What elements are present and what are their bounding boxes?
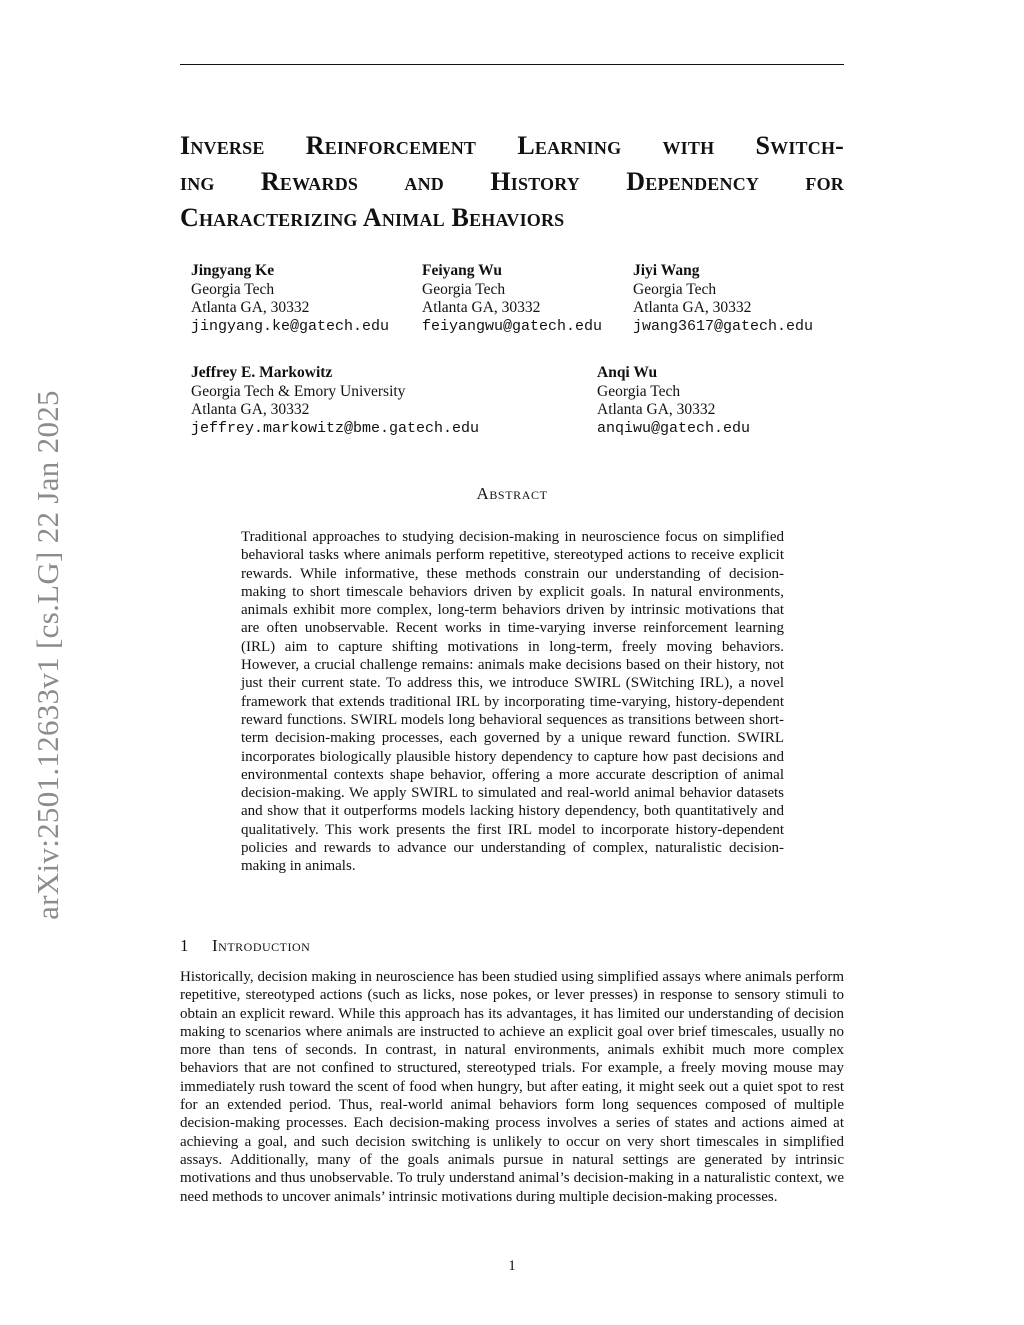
title-line-2: ing Rewards and History Dependency for [180, 167, 844, 196]
abstract-heading: Abstract [476, 484, 548, 503]
author-email[interactable]: jingyang.ke@gatech.edu [191, 317, 390, 335]
top-rule-divider [180, 64, 844, 65]
section-number: 1 [180, 936, 189, 955]
author-address: Atlanta GA, 30332 [191, 299, 310, 316]
author-email[interactable]: jeffrey.markowitz@bme.gatech.edu [191, 419, 480, 437]
author-email[interactable]: anqiwu@gatech.edu [597, 419, 751, 437]
author-block-4 [191, 364, 479, 438]
author-name: Anqi Wu [597, 364, 658, 381]
author-affiliation: Georgia Tech [633, 280, 717, 298]
author-email[interactable]: jwang3617@gatech.edu [633, 317, 814, 335]
author-affiliation: Georgia Tech [191, 280, 275, 298]
author-name: Jingyang Ke [191, 262, 275, 279]
author-block-5 [597, 364, 750, 438]
author-email[interactable]: feiyangwu@gatech.edu [422, 317, 603, 335]
page-number: 1 [508, 1258, 516, 1274]
abstract-text: Traditional approaches to studying decision-making in neuroscience focus on simplified behavioral tasks where animals perform repetitive, stereotyped actions to receive explicit rewards. While informative, these methods constrain our understanding of decision-making to short timescale behaviors driven by explicit goals. In natural environments, animals exhibit more complex, long-term behaviors driven by intrinsic motivations that are often unobservable. Recent works in time-varying inverse reinforcement learning (IRL) aim to capture shifting motivations in long-term, freely moving behaviors. However, a crucial challenge remains: animals make decisions based on their history, not just their current state. To address this, we introduce SWIRL (SWitching IRL), a novel framework that extends traditional IRL by incorporating time-varying, history-dependent reward functions. SWIRL models long behavioral sequences as transitions between short-term decision-making processes, each governed by a unique reward function. SWIRL incorporates biologically plausible history dependency to capture how past decisions and environmental contexts shape behavior, offering a more accurate description of animal decision-making. We apply SWIRL to simulated and real-world animal behavior datasets and show that it outperforms models lacking history dependency, both quantitatively and qualitatively. This work presents the first IRL model to incorporate history-dependent policies and rewards to advance our understanding of complex, naturalistic decision-making in animals. [241, 529, 784, 875]
title-line-3: Characterizing Animal Behaviors [180, 203, 565, 232]
author-block-1 [191, 262, 389, 336]
author-affiliation: Georgia Tech [597, 382, 681, 400]
title-line-1: Inverse Reinforcement Learning with Switch- [180, 131, 844, 160]
author-address: Atlanta GA, 30332 [597, 401, 716, 418]
author-affiliation: Georgia Tech [422, 280, 506, 298]
author-name: Jiyi Wang [633, 262, 700, 279]
author-address: Atlanta GA, 30332 [191, 401, 310, 418]
author-address: Atlanta GA, 30332 [633, 299, 752, 316]
introduction-text: Historically, decision making in neuroscience has been studied using simplified assays where animals perform repetitive, stereotyped actions (such as licks, nose pokes, or lever presses) in response to sensory stimuli to obtain an explicit reward. While this approach has its advantages, it has limited our understanding of decision making to scenarios where animals are instructed to achieve an explicit goal over brief timescales, usually no more than tens of seconds. In contrast, in natural environments, animals exhibit much more complex behaviors that are not confined to structured, stereotyped trials. For example, a freely moving mouse may immediately rush toward the scent of food when hungry, but after eating, it might seek out a quiet spot to rest for an extended period. Thus, real-world animal behaviors form long sequences composed of multiple decision-making processes. Each decision-making process involves a series of states and actions aimed at achieving a goal, and such decision switching is unlikely to occur on very short timescales in simplified assays. Additionally, many of the goals animals pursue in natural settings are generated by intrinsic motivations and thus unobservable. To truly understand animal’s decision-making in a naturalistic context, we need methods to uncover animals’ intrinsic motivations during multiple decision-making processes. [180, 969, 844, 1205]
author-block-2 [422, 262, 602, 336]
author-name: Jeffrey E. Markowitz [191, 364, 333, 381]
author-address: Atlanta GA, 30332 [422, 299, 541, 316]
section-title: Introduction [212, 936, 311, 955]
author-name: Feiyang Wu [422, 262, 502, 279]
paper-title [180, 128, 844, 236]
author-affiliation: Georgia Tech & Emory University [191, 382, 406, 400]
author-block-3 [633, 262, 813, 336]
arxiv-identifier-stamp: arXiv:2501.12633v1 [cs.LG] 22 Jan 2025 [30, 390, 65, 920]
section-heading-introduction [180, 936, 844, 956]
